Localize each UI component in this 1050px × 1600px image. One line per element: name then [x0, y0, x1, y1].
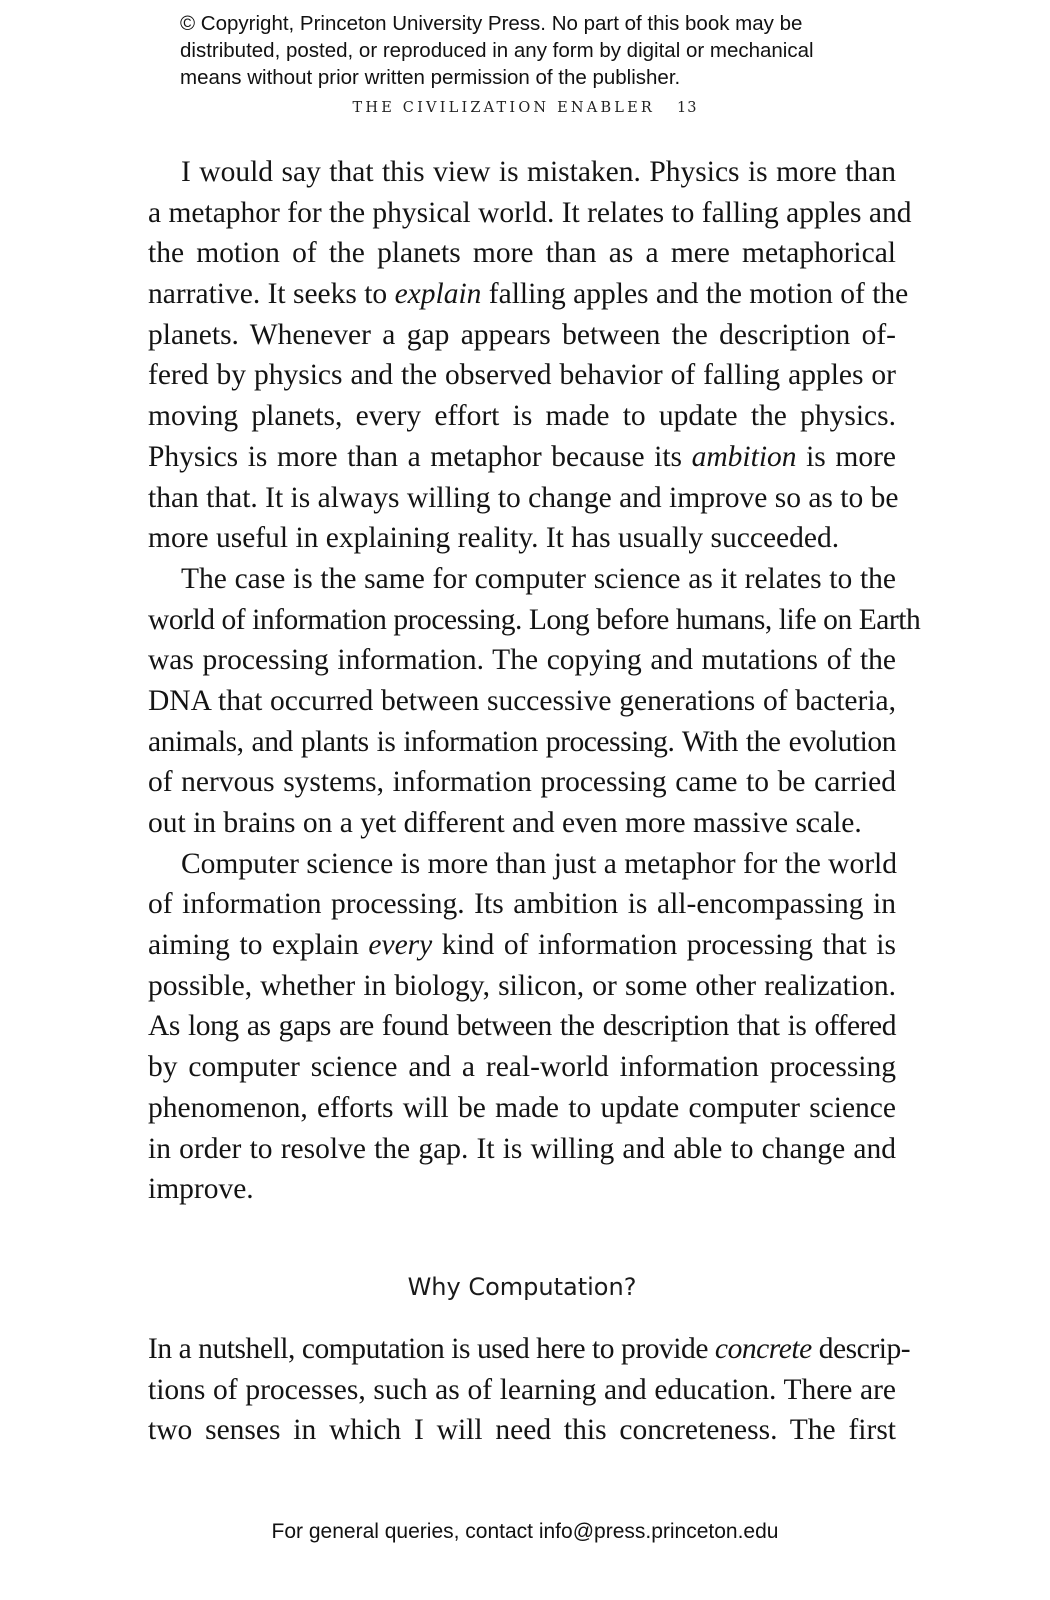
running-head — [0, 100, 1050, 116]
paragraph-1-line — [148, 437, 896, 478]
copyright-line: © Copyright, Princeton University Press. No part of this book may be — [180, 12, 803, 35]
section-paragraph-line: tions of processes, such as of learning and education. There are — [148, 1373, 896, 1406]
text-run: kind of information processing that is — [432, 929, 896, 962]
paragraph-2-line: world of information processing. Long before humans, life on Earth — [148, 603, 921, 636]
text-run: In a nutshell, computation is used here to provide — [148, 1332, 715, 1365]
copyright-notice — [180, 10, 900, 91]
emphasis: every — [368, 929, 433, 962]
paragraph-3-line: in order to resolve the gap. It is willing and able to change and — [148, 1132, 896, 1165]
running-head-title: THE CIVILIZATION ENABLER — [352, 100, 656, 116]
paragraph-3-line: Computer science is more than just a metaphor for the world — [181, 847, 897, 880]
paragraph-3-line: of information processing. Its ambition is all-encompassing in — [148, 888, 896, 921]
paragraph-1-line: than that. It is always willing to change and improve so as to be — [148, 481, 899, 514]
text-run: narrative. It seeks to — [148, 278, 395, 311]
page-number: 13 — [677, 100, 698, 116]
paragraph-3-line: improve. — [148, 1173, 254, 1206]
paragraph-3-line: by computer science and a real-world information processing — [148, 1051, 896, 1084]
paragraph-2-line: was processing information. The copying and mutations of the — [148, 644, 896, 677]
text-run: Physics is more than a metaphor because its — [148, 440, 692, 473]
paragraph-1-line: a metaphor for the physical world. It relates to falling apples and — [148, 196, 912, 229]
paragraph-1-line: fered by physics and the observed behavior of falling apples or — [148, 359, 896, 392]
paragraph-1-line: moving planets, every effort is made to update the physics. — [148, 400, 896, 433]
paragraph-2-line: animals, and plants is information processing. With the evolution — [148, 725, 896, 758]
copyright-line: distributed, posted, or reproduced in any form by digital or mechanical — [180, 39, 814, 62]
paragraph-1-line — [148, 274, 909, 315]
text-run: is more — [796, 440, 896, 473]
paragraph-1-line: the motion of the planets more than as a mere metaphorical — [148, 237, 896, 270]
section-heading: Why Computation? — [407, 1272, 637, 1301]
paragraph-3-line: phenomenon, efforts will be made to update computer science — [148, 1091, 896, 1124]
footer-contact: For general queries, contact info@press.princeton.edu — [271, 1520, 779, 1543]
paragraph-3-line: possible, whether in biology, silicon, or some other realization. — [148, 969, 896, 1002]
paragraph-2-line: out in brains on a yet different and even more massive scale. — [148, 807, 862, 839]
emphasis: concrete — [714, 1332, 812, 1365]
paragraph-2-line: of nervous systems, information processing came to be carried — [148, 766, 896, 799]
text-run: descrip- — [811, 1332, 911, 1365]
emphasis: explain — [394, 278, 482, 311]
paragraph-2-line: DNA that occurred between successive generations of bacteria, — [148, 684, 896, 717]
paragraph-2-line: The case is the same for computer science as it relates to the — [181, 562, 896, 595]
paragraph-1-line: more useful in explaining reality. It has usually succeeded. — [148, 522, 840, 555]
text-run: aiming to explain — [148, 929, 369, 962]
paragraph-3-line: As long as gaps are found between the description that is offered — [148, 1010, 896, 1043]
section-paragraph-line — [148, 1329, 911, 1370]
copyright-line: means without prior written permission of the publisher. — [180, 66, 681, 89]
section-paragraph-line: two senses in which I will need this concreteness. The first — [148, 1414, 896, 1447]
paragraph-1-line: I would say that this view is mistaken. Physics is more than — [181, 156, 896, 188]
page-body — [148, 152, 921, 1451]
paragraph-3-line — [148, 925, 896, 966]
text-run: falling apples and the motion of the — [481, 278, 909, 311]
emphasis: ambition — [691, 440, 797, 473]
paragraph-1-line: planets. Whenever a gap appears between the description of- — [148, 318, 896, 351]
section-spacer — [148, 1210, 896, 1267]
